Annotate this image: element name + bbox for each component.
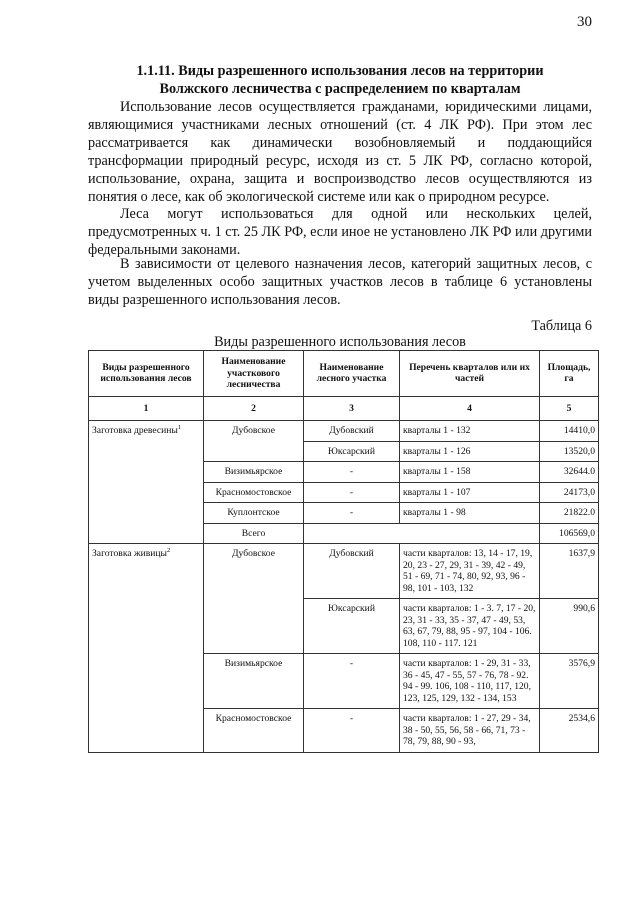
header-site: Наименование лесного участка [304, 351, 400, 397]
table-header-row [89, 351, 599, 397]
quarters-cell: части кварталов: 1 - 29, 31 - 33, 36 - 45, 47 - 55, 57 - 76, 78 - 92. 94 - 99. 106, 108 - 110, 117, 120, 123, 125, 129, 132 - 134, 153 [400, 654, 540, 709]
quarters-cell: кварталы 1 - 107 [400, 482, 540, 503]
quarters-cell: части кварталов: 1 - 3. 7, 17 - 20, 23, 31 - 33, 35 - 37, 47 - 49, 53, 63, 67, 79, 88, 95 - 97, 104 - 106. 108, 110 - 117. 121 [400, 599, 540, 654]
paragraph-purposes: Леса могут использоваться для одной или нескольких целей, предусмотренных ч. 1 ст. 25 ЛК РФ, если иное не установлено ЛК РФ или другими федеральными законами. [88, 206, 592, 258]
quarters-cell: кварталы 1 - 98 [400, 503, 540, 524]
header-use-type: Виды разрешенного использования лесов [89, 351, 204, 397]
quarters-cell: кварталы 1 - 126 [400, 441, 540, 462]
column-number-row [89, 396, 599, 421]
district-cell: Дубовское [204, 544, 304, 654]
empty-cell [304, 523, 540, 544]
area-cell: 24173,0 [540, 482, 599, 503]
district-cell: Визимьярское [204, 654, 304, 709]
area-cell: 3576,9 [540, 654, 599, 709]
use-type-cell [89, 544, 204, 753]
page-number: 30 [577, 14, 592, 30]
quarters-cell: кварталы 1 - 132 [400, 421, 540, 442]
site-cell: - [304, 462, 400, 483]
table-label: Таблица 6 [531, 318, 592, 334]
area-cell: 990,6 [540, 599, 599, 654]
district-cell: Визимьярское [204, 462, 304, 483]
district-cell: Дубовское [204, 421, 304, 462]
header-district: Наименование участкового лесничества [204, 351, 304, 397]
paragraph-forest-use: Использование лесов осуществляется гражданами, юридическими лицами, являющимися участниками лесных отношений (ст. 4 ЛК РФ). При этом лес рассматривается как динамически возобновляемый и поддающийся трансформации природный ресурс, исходя из ст. 5 ЛК РФ, согласно которой, использование, охрана, защита и воспроизводство лесов осуществляются из понятия о лесе, как об экологической системе или как о природном ресурсе. [88, 99, 592, 205]
area-cell: 32644.0 [540, 462, 599, 483]
area-cell: 21822.0 [540, 503, 599, 524]
site-cell: - [304, 709, 400, 753]
site-cell: - [304, 482, 400, 503]
district-cell: Красномостовское [204, 709, 304, 753]
footnote-marker: 2 [167, 546, 171, 554]
table-row [89, 421, 599, 442]
section-heading-line-1: 1.1.11. Виды разрешенного использования лесов на территории [136, 63, 544, 79]
use-type-cell [89, 421, 204, 544]
district-cell: Красномостовское [204, 482, 304, 503]
column-number: 4 [400, 396, 540, 421]
site-cell: Юксарский [304, 599, 400, 654]
use-type-label: Заготовка живицы [92, 548, 168, 559]
use-type-label: Заготовка древесины [92, 425, 178, 436]
site-cell: Дубовский [304, 421, 400, 442]
total-area-cell: 106569,0 [540, 523, 599, 544]
quarters-cell: части кварталов: 13, 14 - 17, 19, 20, 23 - 27, 29, 31 - 39, 42 - 49, 51 - 69, 71 - 74, 80, 92, 93, 96 - 98, 101 - 103, 132 [400, 544, 540, 599]
column-number: 2 [204, 396, 304, 421]
total-label-cell: Всего [204, 523, 304, 544]
section-heading [88, 62, 592, 98]
site-cell: - [304, 654, 400, 709]
site-cell: - [304, 503, 400, 524]
area-cell: 13520,0 [540, 441, 599, 462]
section-heading-line-2: Волжского лесничества с распределением по кварталам [159, 81, 521, 97]
quarters-cell: части кварталов: 1 - 27, 29 - 34, 38 - 50, 55, 56, 58 - 66, 71, 73 - 78, 79, 88, 90 - 93, [400, 709, 540, 753]
paragraph-table-intro: В зависимости от целевого назначения лесов, категорий защитных лесов, с учетом выделенных особо защитных участков лесов в таблице 6 установлены виды разрешенного использования лесов. [88, 256, 592, 308]
district-cell: Куплонтское [204, 503, 304, 524]
table-row [89, 544, 599, 599]
area-cell: 2534,6 [540, 709, 599, 753]
column-number: 3 [304, 396, 400, 421]
column-number: 5 [540, 396, 599, 421]
forest-use-table [88, 350, 599, 753]
site-cell: Юксарский [304, 441, 400, 462]
area-cell: 14410,0 [540, 421, 599, 442]
column-number: 1 [89, 396, 204, 421]
footnote-marker: 1 [177, 423, 182, 431]
area-cell: 1637,9 [540, 544, 599, 599]
site-cell: Дубовский [304, 544, 400, 599]
header-area: Площадь, га [540, 351, 599, 397]
table-title: Виды разрешенного использования лесов [214, 334, 466, 350]
header-quarters: Перечень кварталов или их частей [400, 351, 540, 397]
quarters-cell: кварталы 1 - 158 [400, 462, 540, 483]
